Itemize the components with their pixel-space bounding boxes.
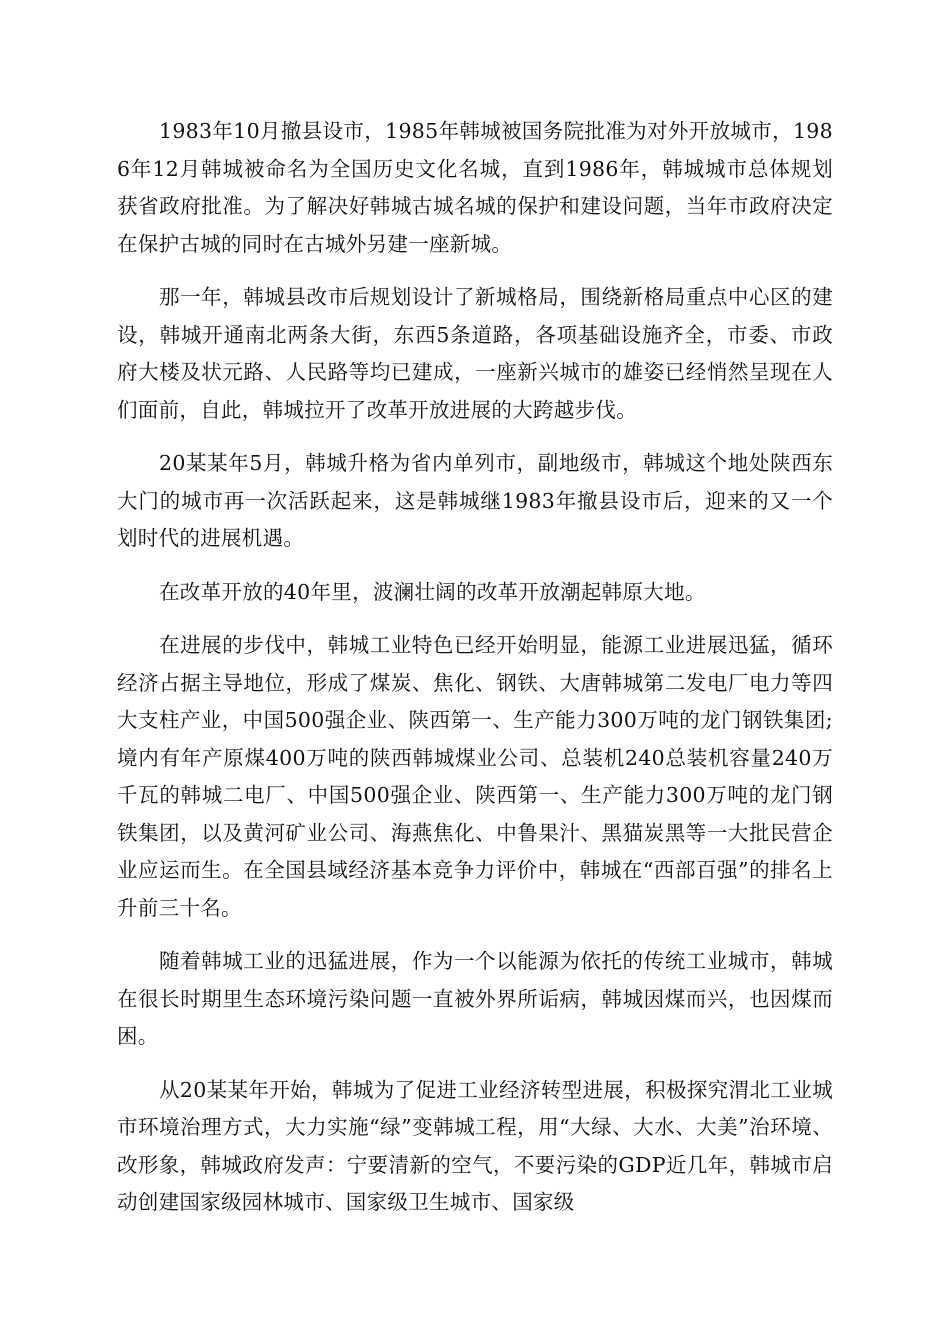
paragraph-3: 20某某年5月，韩城升格为省内单列市，副地级市，韩城这个地处陕西东大门的城市再一次活跃起来，这是韩城继1983年撤县设市后，迎来的又一个划时代的进展机遇。 <box>117 451 833 550</box>
paragraph-7: 从20某某年开始，韩城为了促进工业经济转型进展，积极探究渭北工业城市环境治理方式，大力实施“绿”变韩城工程，用“大绿、大水、大美”治环境、改形象，韩城政府发声：宁要清新的空气，不要污染的GDP近几年，韩城市启动创建国家级园林城市、国家级卫生城市、国家级 <box>117 1077 833 1214</box>
paragraph-2: 那一年，韩城县改市后规划设计了新城格局，围绕新格局重点中心区的建设，韩城开通南北两条大街，东西5条道路，各项基础设施齐全，市委、市政府大楼及状元路、人民路等均已建成，一座新兴城市的雄姿已经悄然呈现在人们面前，自此，韩城拉开了改革开放进展的大跨越步伐。 <box>117 285 833 422</box>
document-body <box>117 113 833 1222</box>
paragraph-1: 1983年10月撤县设市，1985年韩城被国务院批准为对外开放城市，1986年12月韩城被命名为全国历史文化名城，直到1986年，韩城城市总体规划获省政府批准。为了解决好韩城古城名城的保护和建设问题，当年市政府决定在保护古城的同时在古城外另建一座新城。 <box>117 119 833 256</box>
paragraph-5: 在进展的步伐中，韩城工业特色已经开始明显，能源工业进展迅猛，循环经济占据主导地位，形成了煤炭、焦化、钢铁、大唐韩城第二发电厂电力等四大支柱产业，中国500强企业、陕西第一、生产能力300万吨的龙门钢铁集团;境内有年产原煤400万吨的陕西韩城煤业公司、总装机240总装机容量240万千瓦的韩城二电厂、中国500强企业、陕西第一、生产能力300万吨的龙门钢铁集团，以及黄河矿业公司、海燕焦化、中鲁果汁、黑猫炭黑等一大批民营企业应运而生。在全国县域经济基本竞争力评价中，韩城在“西部百强”的排名上升前三十名。 <box>117 633 833 920</box>
paragraph-4: 在改革开放的40年里，波澜壮阔的改革开放潮起韩原大地。 <box>159 579 706 604</box>
paragraph-6: 随着韩城工业的迅猛进展，作为一个以能源为依托的传统工业城市，韩城在很长时期里生态环境污染问题一直被外界所诟病，韩城因煤而兴，也因煤而困。 <box>117 949 833 1048</box>
